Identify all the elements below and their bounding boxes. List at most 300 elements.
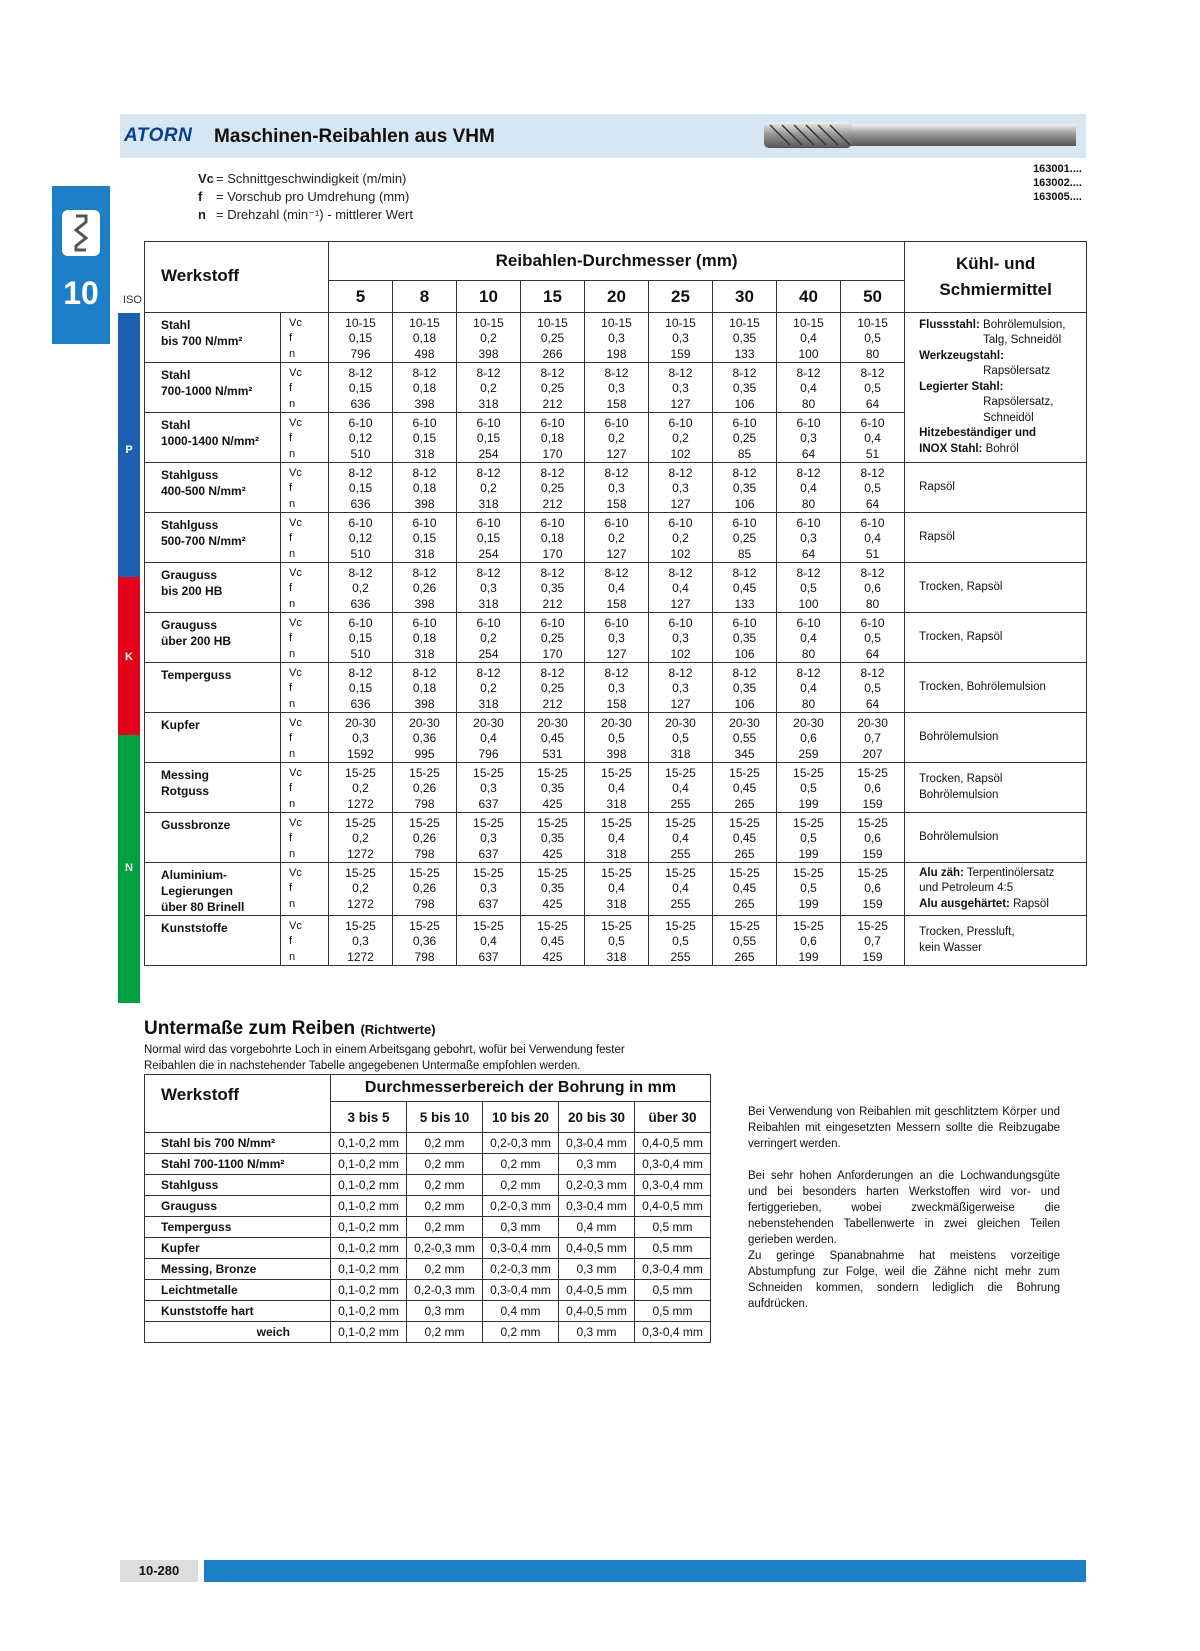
value-f: 0,4 bbox=[480, 731, 497, 746]
value-vc: 15-25 bbox=[473, 766, 504, 780]
value-cell bbox=[777, 613, 841, 663]
iso-letter-n: N bbox=[125, 862, 133, 874]
undersize-value-cell: 0,2 mm bbox=[407, 1154, 483, 1175]
value-vc: 6-10 bbox=[732, 616, 757, 630]
value-vc: 8-12 bbox=[412, 566, 437, 580]
coolant-label: Flussstahl: bbox=[919, 318, 980, 331]
value-f: 0,35 bbox=[732, 381, 757, 396]
material-line: 400-500 N/mm² bbox=[161, 484, 246, 498]
value-f: 0,4 bbox=[480, 934, 497, 949]
value-cell bbox=[457, 613, 521, 663]
value-cell bbox=[329, 916, 393, 966]
value-vc: 6-10 bbox=[540, 516, 565, 530]
value-n: 265 bbox=[734, 796, 755, 811]
value-vc: 8-12 bbox=[796, 666, 821, 680]
value-cell bbox=[329, 813, 393, 863]
value-cell bbox=[393, 813, 457, 863]
value-vc: 15-25 bbox=[537, 816, 568, 830]
value-f: 0,4 bbox=[800, 481, 817, 496]
value-vc: 6-10 bbox=[412, 616, 437, 630]
coolant-label: Alu zäh: bbox=[919, 866, 964, 879]
value-vc: 15-25 bbox=[665, 816, 696, 830]
value-f: 0,35 bbox=[540, 831, 565, 846]
param-label: n bbox=[289, 897, 296, 910]
value-cell bbox=[585, 563, 649, 613]
value-cell bbox=[329, 513, 393, 563]
value-cell bbox=[649, 413, 713, 463]
value-f: 0,3 bbox=[608, 631, 625, 646]
coolant-line bbox=[919, 580, 1082, 596]
value-vc: 15-25 bbox=[729, 866, 760, 880]
value-cell bbox=[457, 563, 521, 613]
value-f: 0,4 bbox=[672, 581, 689, 596]
value-f: 0,4 bbox=[864, 431, 881, 446]
table-row bbox=[145, 1259, 711, 1280]
value-cell bbox=[713, 513, 777, 563]
value-vc: 15-25 bbox=[537, 766, 568, 780]
coolant-text: Terpentinölersatz bbox=[966, 866, 1055, 879]
value-vc: 15-25 bbox=[409, 919, 440, 933]
value-n: 158 bbox=[606, 596, 627, 611]
coolant-cell bbox=[905, 313, 1087, 463]
value-vc: 6-10 bbox=[860, 416, 885, 430]
undersize-value-cell: 0,5 mm bbox=[635, 1301, 711, 1322]
coolant-text: Schneidöl bbox=[983, 411, 1034, 424]
undersize-material-cell: weich bbox=[145, 1322, 331, 1343]
coolant-label: Werkzeugstahl: bbox=[919, 349, 1004, 362]
value-f: 0,2 bbox=[352, 581, 369, 596]
coolant-cell bbox=[905, 713, 1087, 763]
value-vc: 10-15 bbox=[345, 316, 376, 330]
param-label-cell bbox=[281, 313, 329, 363]
value-n: 318 bbox=[606, 896, 627, 911]
material-line: Aluminium- bbox=[161, 868, 227, 882]
value-vc: 15-25 bbox=[601, 816, 632, 830]
value-n: 798 bbox=[414, 896, 435, 911]
range-header-cell: über 30 bbox=[635, 1102, 711, 1133]
material-line: Stahlguss bbox=[161, 468, 219, 482]
value-n: 80 bbox=[801, 646, 816, 661]
value-vc: 6-10 bbox=[476, 516, 501, 530]
value-f: 0,4 bbox=[672, 781, 689, 796]
param-label: Vc bbox=[289, 367, 302, 379]
value-n: 318 bbox=[414, 446, 435, 461]
value-n: 498 bbox=[414, 346, 435, 361]
coolant-cell bbox=[905, 863, 1087, 916]
value-cell bbox=[841, 463, 905, 513]
value-cell bbox=[841, 813, 905, 863]
value-n: 159 bbox=[862, 796, 883, 811]
value-f: 0,45 bbox=[540, 934, 565, 949]
value-n: 398 bbox=[414, 496, 435, 511]
material-line: über 200 HB bbox=[161, 634, 232, 648]
undersize-value-cell: 0,5 mm bbox=[635, 1238, 711, 1259]
value-vc: 8-12 bbox=[540, 366, 565, 380]
value-n: 398 bbox=[414, 396, 435, 411]
value-f: 0,3 bbox=[800, 431, 817, 446]
value-f: 0,3 bbox=[608, 381, 625, 396]
value-n: 106 bbox=[734, 396, 755, 411]
value-f: 0,3 bbox=[672, 631, 689, 646]
coolant-text: Trocken, Rapsöl bbox=[919, 630, 1003, 643]
value-f: 0,4 bbox=[672, 831, 689, 846]
value-vc: 8-12 bbox=[604, 666, 629, 680]
value-f: 0,4 bbox=[608, 831, 625, 846]
undersize-value-cell: 0,4-0,5 mm bbox=[635, 1133, 711, 1154]
reamer-tool-image bbox=[760, 117, 1086, 155]
undersize-range-header: Durchmesserbereich der Bohrung in mm bbox=[331, 1075, 711, 1102]
param-label: Vc bbox=[289, 567, 302, 579]
undersize-value-cell: 0,4-0,5 mm bbox=[559, 1280, 635, 1301]
value-cell bbox=[649, 613, 713, 663]
value-cell bbox=[585, 916, 649, 966]
value-vc: 15-25 bbox=[537, 919, 568, 933]
value-f: 0,25 bbox=[540, 481, 565, 496]
value-n: 102 bbox=[670, 546, 691, 561]
coolant-line bbox=[919, 630, 1082, 646]
value-n: 159 bbox=[862, 896, 883, 911]
value-f: 0,18 bbox=[540, 431, 565, 446]
param-label: Vc bbox=[289, 317, 302, 329]
value-n: 259 bbox=[798, 746, 819, 761]
value-cell bbox=[521, 663, 585, 713]
value-vc: 15-25 bbox=[473, 919, 504, 933]
value-cell bbox=[393, 663, 457, 713]
value-f: 0,5 bbox=[864, 681, 881, 696]
value-vc: 15-25 bbox=[665, 866, 696, 880]
value-n: 318 bbox=[478, 696, 499, 711]
value-n: 106 bbox=[734, 696, 755, 711]
value-vc: 15-25 bbox=[409, 866, 440, 880]
value-vc: 10-15 bbox=[601, 316, 632, 330]
value-vc: 8-12 bbox=[476, 366, 501, 380]
value-n: 255 bbox=[670, 896, 691, 911]
value-cell bbox=[457, 863, 521, 916]
value-n: 1272 bbox=[347, 896, 374, 911]
param-label: n bbox=[289, 397, 296, 410]
value-cell bbox=[713, 813, 777, 863]
value-f: 0,4 bbox=[800, 381, 817, 396]
value-vc: 6-10 bbox=[796, 416, 821, 430]
value-f: 0,15 bbox=[348, 681, 373, 696]
value-vc: 20-30 bbox=[537, 716, 568, 730]
note-paragraph: Zu geringe Spanabnahme hat meistens vorzeitige Abstumpfung zur Folge, weil die Zähne nicht mehr zum Schneiden kommen, sondern lediglich die Bohrung aufdrücken. bbox=[748, 1250, 1060, 1310]
undersize-value-cell: 0,4-0,5 mm bbox=[635, 1196, 711, 1217]
undersize-value-cell: 0,1-0,2 mm bbox=[331, 1301, 407, 1322]
value-vc: 15-25 bbox=[857, 866, 888, 880]
value-n: 80 bbox=[801, 496, 816, 511]
undersize-value-cell: 0,1-0,2 mm bbox=[331, 1259, 407, 1280]
value-f: 0,3 bbox=[800, 531, 817, 546]
value-vc: 8-12 bbox=[348, 366, 373, 380]
value-vc: 15-25 bbox=[537, 866, 568, 880]
material-line: Kunststoffe bbox=[161, 921, 228, 935]
value-vc: 6-10 bbox=[604, 616, 629, 630]
value-cell bbox=[521, 313, 585, 363]
value-f: 0,4 bbox=[800, 681, 817, 696]
value-cell bbox=[585, 863, 649, 916]
value-cell bbox=[393, 916, 457, 966]
material-line: Grauguss bbox=[161, 618, 218, 632]
undersize-value-cell: 0,2 mm bbox=[407, 1217, 483, 1238]
material-line: Rotguss bbox=[161, 784, 209, 798]
legend-vc: Vc = Schnittgeschwindigkeit (m/min) bbox=[198, 171, 407, 186]
value-f: 0,45 bbox=[540, 731, 565, 746]
value-cell bbox=[777, 713, 841, 763]
value-n: 127 bbox=[606, 646, 627, 661]
param-label: n bbox=[289, 447, 296, 460]
table-row bbox=[145, 863, 1087, 916]
undersize-value-cell: 0,1-0,2 mm bbox=[331, 1196, 407, 1217]
table-row bbox=[145, 813, 1087, 863]
value-vc: 8-12 bbox=[860, 466, 885, 480]
value-cell bbox=[713, 313, 777, 363]
article-number: 163005.... bbox=[1033, 191, 1082, 203]
table-row bbox=[145, 663, 1087, 713]
value-f: 0,12 bbox=[348, 431, 373, 446]
param-label: n bbox=[289, 347, 296, 360]
undersize-value-cell: 0,3 mm bbox=[559, 1322, 635, 1343]
undersize-value-cell: 0,1-0,2 mm bbox=[331, 1154, 407, 1175]
value-n: 995 bbox=[414, 746, 435, 761]
material-cell bbox=[145, 763, 281, 813]
value-f: 0,5 bbox=[864, 381, 881, 396]
value-n: 80 bbox=[865, 596, 880, 611]
coolant-text: Bohröl bbox=[985, 442, 1019, 455]
value-f: 0,7 bbox=[864, 934, 881, 949]
legend-f: f = Vorschub pro Umdrehung (mm) bbox=[198, 189, 410, 204]
value-cell bbox=[585, 613, 649, 663]
param-label-cell bbox=[281, 713, 329, 763]
value-vc: 8-12 bbox=[540, 666, 565, 680]
value-n: 318 bbox=[414, 546, 435, 561]
value-n: 425 bbox=[542, 896, 563, 911]
value-vc: 8-12 bbox=[796, 366, 821, 380]
coolant-line bbox=[919, 925, 1082, 941]
coolant-text: Rapsölersatz bbox=[983, 365, 1051, 378]
value-f: 0,5 bbox=[800, 881, 817, 896]
coolant-text: Rapsöl bbox=[1013, 897, 1049, 910]
value-f: 0,5 bbox=[800, 581, 817, 596]
value-vc: 6-10 bbox=[604, 516, 629, 530]
value-vc: 6-10 bbox=[348, 516, 373, 530]
material-line: Messing bbox=[161, 768, 210, 782]
value-f: 0,18 bbox=[412, 681, 437, 696]
value-f: 0,36 bbox=[412, 934, 437, 949]
value-n: 199 bbox=[798, 796, 819, 811]
value-n: 51 bbox=[865, 546, 880, 561]
param-label: Vc bbox=[289, 817, 302, 829]
value-n: 636 bbox=[350, 396, 371, 411]
undersize-value-cell: 0,4 mm bbox=[559, 1217, 635, 1238]
coolant-cell bbox=[905, 763, 1087, 813]
value-n: 64 bbox=[801, 546, 816, 561]
table-row bbox=[145, 1301, 711, 1322]
table-row bbox=[145, 1217, 711, 1238]
value-cell bbox=[393, 313, 457, 363]
value-cell bbox=[841, 663, 905, 713]
coolant-label: INOX Stahl: bbox=[919, 442, 983, 455]
param-label: n bbox=[289, 647, 296, 660]
value-vc: 15-25 bbox=[729, 816, 760, 830]
value-vc: 6-10 bbox=[540, 616, 565, 630]
value-cell bbox=[649, 916, 713, 966]
value-f: 0,15 bbox=[348, 331, 373, 346]
value-f: 0,2 bbox=[608, 531, 625, 546]
value-cell bbox=[841, 413, 905, 463]
legend-n: n = Drehzahl (min⁻¹) - mittlerer Wert bbox=[198, 207, 413, 222]
value-cell bbox=[713, 463, 777, 513]
value-n: 198 bbox=[606, 346, 627, 361]
value-n: 254 bbox=[478, 546, 499, 561]
value-n: 255 bbox=[670, 949, 691, 964]
value-cell bbox=[649, 863, 713, 916]
value-n: 199 bbox=[798, 846, 819, 861]
coolant-text: Rapsöl bbox=[919, 530, 955, 543]
param-label: f bbox=[289, 432, 293, 445]
value-f: 0,26 bbox=[412, 781, 437, 796]
value-cell bbox=[585, 813, 649, 863]
value-vc: 8-12 bbox=[348, 666, 373, 680]
value-vc: 15-25 bbox=[729, 766, 760, 780]
value-n: 255 bbox=[670, 796, 691, 811]
value-cell bbox=[521, 613, 585, 663]
value-f: 0,25 bbox=[540, 381, 565, 396]
value-cell bbox=[585, 363, 649, 413]
undersize-material-cell: Kunststoffe hart bbox=[145, 1301, 331, 1322]
value-n: 170 bbox=[542, 546, 563, 561]
value-f: 0,45 bbox=[732, 581, 757, 596]
value-cell bbox=[393, 463, 457, 513]
value-vc: 6-10 bbox=[604, 416, 629, 430]
table-row bbox=[145, 1133, 711, 1154]
value-vc: 8-12 bbox=[540, 466, 565, 480]
value-vc: 10-15 bbox=[473, 316, 504, 330]
coolant-line bbox=[919, 426, 1082, 442]
value-vc: 15-25 bbox=[473, 816, 504, 830]
value-cell bbox=[649, 713, 713, 763]
coolant-label: Legierter Stahl: bbox=[919, 380, 1004, 393]
value-cell bbox=[521, 563, 585, 613]
value-cell bbox=[393, 613, 457, 663]
value-cell bbox=[393, 763, 457, 813]
undersize-material-cell: Kupfer bbox=[145, 1238, 331, 1259]
undersize-material-cell: Stahlguss bbox=[145, 1175, 331, 1196]
undersize-value-cell: 0,5 mm bbox=[635, 1280, 711, 1301]
material-line: Grauguss bbox=[161, 568, 218, 582]
value-n: 100 bbox=[798, 346, 819, 361]
value-f: 0,18 bbox=[412, 631, 437, 646]
value-cell bbox=[585, 663, 649, 713]
value-n: 318 bbox=[670, 746, 691, 761]
value-n: 64 bbox=[865, 696, 880, 711]
value-n: 170 bbox=[542, 646, 563, 661]
value-f: 0,3 bbox=[480, 881, 497, 896]
undersize-value-cell: 0,4-0,5 mm bbox=[559, 1301, 635, 1322]
note-paragraph: Bei Verwendung von Reibahlen mit geschlitztem Körper und Reibahlen mit eingesetzten Messern sollte die Reibzugabe verringert werden. bbox=[748, 1106, 1060, 1150]
value-n: 510 bbox=[350, 546, 371, 561]
value-vc: 8-12 bbox=[476, 666, 501, 680]
value-cell bbox=[777, 763, 841, 813]
value-vc: 8-12 bbox=[860, 666, 885, 680]
value-cell bbox=[777, 563, 841, 613]
value-cell bbox=[329, 463, 393, 513]
value-cell bbox=[329, 363, 393, 413]
value-vc: 6-10 bbox=[860, 516, 885, 530]
coolant-line bbox=[919, 318, 1082, 334]
value-n: 637 bbox=[478, 949, 499, 964]
value-vc: 6-10 bbox=[668, 516, 693, 530]
value-n: 798 bbox=[414, 949, 435, 964]
value-n: 398 bbox=[414, 696, 435, 711]
undersize-value-cell: 0,1-0,2 mm bbox=[331, 1175, 407, 1196]
range-header-cell: 20 bis 30 bbox=[559, 1102, 635, 1133]
value-n: 64 bbox=[865, 496, 880, 511]
value-vc: 15-25 bbox=[793, 816, 824, 830]
value-vc: 8-12 bbox=[412, 466, 437, 480]
material-line: Temperguss bbox=[161, 668, 232, 682]
value-cell bbox=[329, 713, 393, 763]
value-vc: 15-25 bbox=[857, 816, 888, 830]
coolant-label: Hitzebeständiger und bbox=[919, 427, 1037, 440]
value-n: 398 bbox=[478, 346, 499, 361]
coolant-line bbox=[919, 530, 1082, 546]
value-vc: 6-10 bbox=[348, 416, 373, 430]
undersize-material-cell: Temperguss bbox=[145, 1217, 331, 1238]
value-vc: 8-12 bbox=[604, 566, 629, 580]
value-cell bbox=[521, 763, 585, 813]
value-cell bbox=[393, 713, 457, 763]
material-line: 700-1000 N/mm² bbox=[161, 384, 253, 398]
undersize-value-cell: 0,3 mm bbox=[559, 1154, 635, 1175]
value-cell bbox=[393, 513, 457, 563]
param-label: Vc bbox=[289, 717, 302, 729]
value-n: 85 bbox=[737, 546, 752, 561]
value-vc: 8-12 bbox=[476, 566, 501, 580]
value-n: 85 bbox=[737, 446, 752, 461]
value-cell bbox=[457, 413, 521, 463]
coolant-line bbox=[919, 897, 1082, 913]
param-label-cell bbox=[281, 813, 329, 863]
page-number: 10-280 bbox=[120, 1560, 198, 1582]
param-label: n bbox=[289, 547, 296, 560]
value-vc: 15-25 bbox=[409, 816, 440, 830]
value-n: 207 bbox=[862, 746, 883, 761]
value-n: 318 bbox=[478, 596, 499, 611]
param-label: f bbox=[289, 882, 293, 895]
range-header-cell: 5 bis 10 bbox=[407, 1102, 483, 1133]
material-line: Legierungen bbox=[161, 884, 234, 898]
value-f: 0,3 bbox=[480, 581, 497, 596]
coolant-cell bbox=[905, 813, 1087, 863]
value-f: 0,4 bbox=[800, 631, 817, 646]
undersize-value-cell: 0,2-0,3 mm bbox=[483, 1259, 559, 1280]
value-vc: 10-15 bbox=[793, 316, 824, 330]
param-label: n bbox=[289, 497, 296, 510]
value-cell bbox=[329, 613, 393, 663]
coolant-text: Trocken, Rapsöl bbox=[919, 773, 1003, 785]
value-n: 64 bbox=[801, 446, 816, 461]
value-cell bbox=[393, 413, 457, 463]
table-row bbox=[145, 763, 1087, 813]
value-cell bbox=[457, 713, 521, 763]
value-n: 212 bbox=[542, 496, 563, 511]
value-vc: 10-15 bbox=[857, 316, 888, 330]
value-cell bbox=[841, 713, 905, 763]
value-vc: 6-10 bbox=[732, 416, 757, 430]
undersize-value-cell: 0,3-0,4 mm bbox=[635, 1259, 711, 1280]
value-vc: 8-12 bbox=[476, 466, 501, 480]
